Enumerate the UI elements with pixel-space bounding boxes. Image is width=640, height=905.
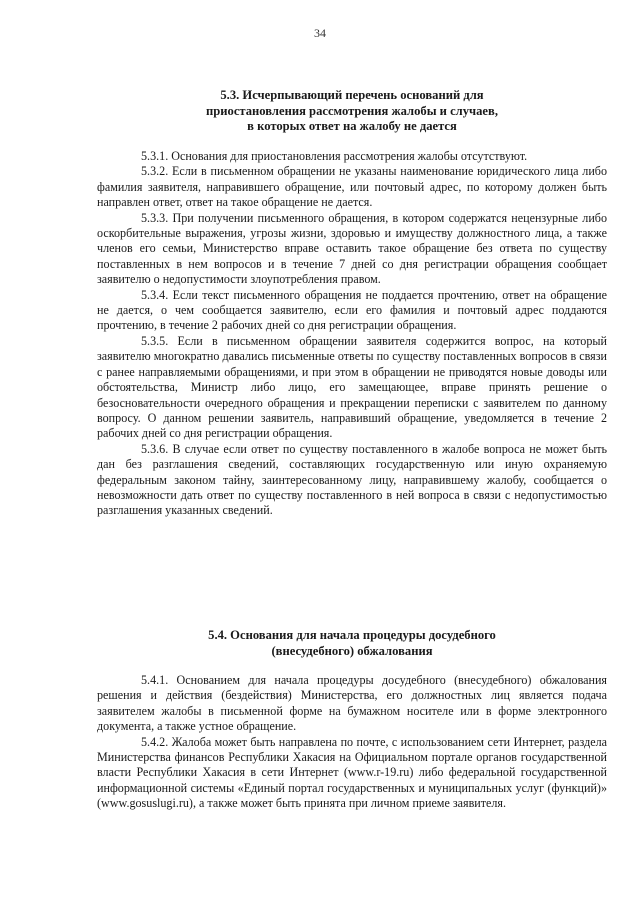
paragraph-5-3-3: 5.3.3. При получении письменного обращения, в котором содержатся нецензурные либо оскорбительные выражения, угрозы жизни, здоровью и имуществу должностного лица, а также членов его семьи, Министерство вправе оставить такое обращение без ответа по существу поставленных в нем вопросов и в течение 7 дней со дня регистрации обращения сообщает заявителю о недопустимости злоупотребления правом. — [97, 210, 607, 287]
paragraph-5-4-2: 5.4.2. Жалоба может быть направлена по почте, с использованием сети Интернет, раздела Министерства финансов Республики Хакасия на Официальном портале органов государственной власти Республики Хакасия в сети Интернет (www.r-19.ru) либо федеральной государственной информационной системы «Единый портал государственных и муниципальных услуг (функций)» (www.gosuslugi.ru), а также может быть принята при личном приеме заявителя. — [97, 734, 607, 811]
section-5-3-body — [97, 149, 607, 519]
section-5-3-heading — [97, 88, 607, 135]
paragraph-5-3-5: 5.3.5. Если в письменном обращении заявителя содержится вопрос, на который заявителю многократно давались письменные ответы по существу поставленных вопросов в связи с ранее направляемыми обращениями, и при этом в обращении не приводятся новые доводы или обстоятельства, Министр либо лицо, его замещающее, вправе принять решение о безосновательности очередного обращения и прекращении переписки с заявителем по данному вопросу. О данном решении заявитель, направивший обращение, уведомляется в течение 2 рабочих дней со дня регистрации обращения. — [97, 333, 607, 441]
heading-line: 5.4. Основания для начала процедуры досудебного — [208, 628, 496, 642]
section-5-4-heading — [97, 628, 607, 659]
heading-line: приостановления рассмотрения жалобы и случаев, — [206, 103, 498, 118]
paragraph-5-3-2: 5.3.2. Если в письменном обращении не указаны наименование юридического лица либо фамилия заявителя, направившего обращение, или почтовый адрес, по которому должен быть направлен ответ, ответ на такое обращение не дается. — [97, 164, 607, 210]
heading-line: (внесудебного) обжалования — [271, 643, 433, 658]
paragraph-5-3-1: 5.3.1. Основания для приостановления рассмотрения жалобы отсутствуют. — [141, 149, 528, 163]
paragraph-5-3-6: 5.3.6. В случае если ответ по существу поставленного в жалобе вопроса не может быть дан без разглашения сведений, составляющих государственную или иную охраняемую федеральным законом тайну, заинтересованному лицу, направившему жалобу, сообщается о невозможности дать ответ по существу поставленного в ней вопроса в связи с недопустимостью разглашения указанных сведений. — [97, 441, 607, 518]
paragraph-5-4-1: 5.4.1. Основанием для начала процедуры досудебного (внесудебного) обжалования решения и действия (бездействия) Министерства, его должностных лиц является подача заявителем жалобы в письменной форме на бумажном носителе или в форме электронного документа, а также устное обращение. — [97, 673, 607, 734]
heading-line: в которых ответ на жалобу не дается — [247, 119, 457, 134]
page-number: 34 — [314, 26, 326, 40]
heading-line: 5.3. Исчерпывающий перечень оснований для — [220, 88, 484, 102]
paragraph-5-3-4: 5.3.4. Если текст письменного обращения не поддается прочтению, ответ на обращение не дается, о чем сообщается заявителю, если его фамилия и почтовый адрес поддаются прочтению, в течение 2 рабочих дней со дня регистрации обращения. — [97, 287, 607, 333]
section-5-4-body — [97, 673, 607, 812]
